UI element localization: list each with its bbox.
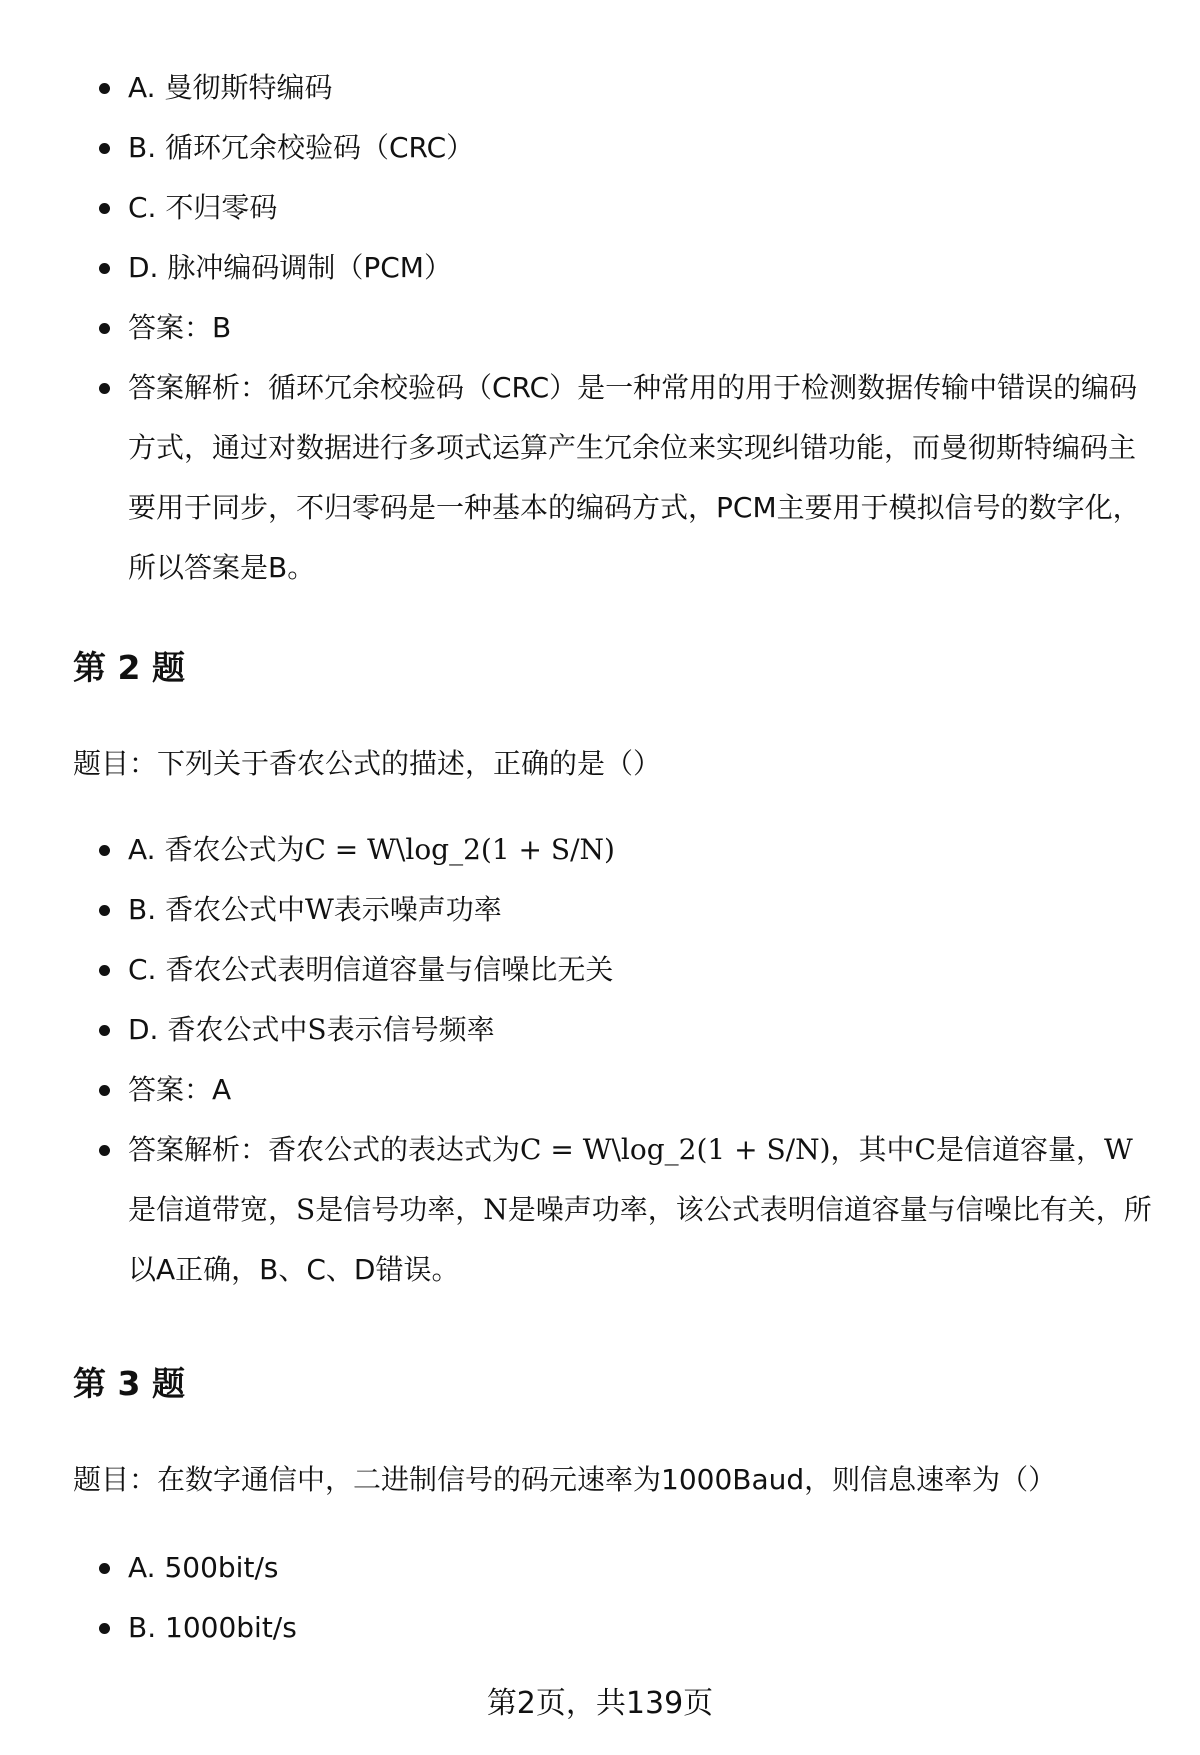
q2-analysis-part3: 是信道容量， [935, 1133, 1104, 1166]
q3-option-a: A. 500bit/s [0, 1538, 1200, 1598]
q2-analysis-symbol-w: W [1103, 1133, 1133, 1166]
q2-analysis-part4: 是信道带宽， [128, 1193, 297, 1226]
q2-analysis-symbol-s: S [296, 1193, 316, 1226]
q2-title: 第 2 题 [73, 648, 185, 687]
q1-option-b: B. 循环冗余校验码（CRC） [0, 118, 1200, 178]
q1-answer: 答案：B [0, 298, 1200, 358]
q1-option-c: C. 不归零码 [0, 178, 1200, 238]
q2-option-a-text: A. 香农公式为 [128, 833, 305, 866]
q2-analysis-part1: 答案解析：香农公式的表达式为 [128, 1133, 521, 1166]
q2-option-d-symbol: S [307, 1013, 327, 1046]
q2-option-b-post: 表示噪声功率 [333, 893, 502, 926]
q2-analysis-formula: C = W\log_2(1 + S/N) [520, 1133, 831, 1166]
q2-option-c: C. 香农公式表明信道容量与信噪比无关 [0, 940, 1200, 1000]
q3-option-list [0, 1538, 1200, 1658]
q2-analysis-part2: ，其中 [830, 1133, 915, 1166]
q2-option-d-pre: D. 香农公式中 [128, 1013, 308, 1046]
q2-option-d-post: 表示信号频率 [326, 1013, 495, 1046]
q2-analysis-symbol-n: N [483, 1193, 508, 1226]
q2-option-a [0, 820, 1200, 880]
q2-analysis [0, 1120, 1200, 1300]
q1-option-a: A. 曼彻斯特编码 [0, 58, 1200, 118]
q2-answer: 答案：A [0, 1060, 1200, 1120]
q2-analysis-part5: 是信号功率， [315, 1193, 484, 1226]
q2-option-list [0, 820, 1200, 1300]
q2-option-b-symbol: W [305, 893, 334, 926]
q3-title: 第 3 题 [73, 1364, 185, 1403]
q2-analysis-part6: 是噪声功率，该公式表明信道容量与信噪比有关，所以A正确，B、C、D错误。 [128, 1193, 1152, 1286]
q2-analysis-symbol-c: C [914, 1133, 936, 1166]
page-footer: 第2页，共139页 [486, 1686, 714, 1721]
q3-option-b: B. 1000bit/s [0, 1598, 1200, 1658]
q2-option-d [0, 1000, 1200, 1060]
q2-question: 题目：下列关于香农公式的描述，正确的是（） [73, 747, 662, 780]
q2-option-b-pre: B. 香农公式中 [128, 893, 306, 926]
q2-option-b [0, 880, 1200, 940]
q1-analysis: 答案解析：循环冗余校验码（CRC）是一种常用的用于检测数据传输中错误的编码方式，通过对数据进行多项式运算产生冗余位来实现纠错功能，而曼彻斯特编码主要用于同步，不归零码是一种基本的编码方式，PCM主要用于模拟信号的数字化，所以答案是B。 [0, 358, 1200, 598]
q3-question: 题目：在数字通信中，二进制信号的码元速率为1000Baud，则信息速率为（） [73, 1463, 1057, 1496]
q1-option-list [0, 58, 1200, 598]
q2-option-a-formula: C = W\log_2(1 + S/N) [304, 833, 615, 866]
q1-option-d: D. 脉冲编码调制（PCM） [0, 238, 1200, 298]
